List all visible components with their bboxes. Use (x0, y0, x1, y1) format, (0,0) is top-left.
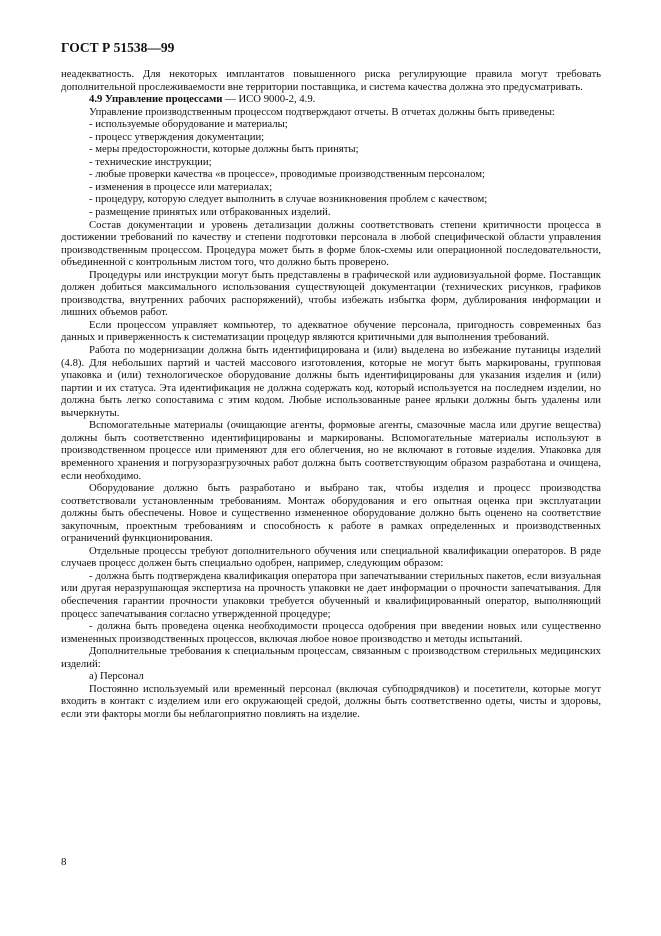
section-heading-title: 4.9 Управление процессами (89, 93, 223, 106)
document-body (61, 68, 601, 720)
list-item: - процесс утверждения документации; (89, 130, 265, 143)
list-item: а) Персонал (89, 670, 144, 683)
paragraph: Управление производственным процессом подтверждают отчеты. В отчетах должны быть приведены: (89, 105, 555, 118)
list-item: - используемые оборудование и материалы; (89, 118, 288, 131)
list-item: - любые проверки качества «в процессе», проводимые производственным персоналом; (89, 168, 485, 181)
paragraph: Отдельные процессы требуют дополнительного обучения или специальной квалификации операторов. В ряде случаев процесс должен быть специально одобрен, например, следующим образом: (61, 544, 601, 570)
section-heading-ref: — ИСО 9000-2, 4.9. (222, 93, 316, 106)
sub-item: - должна быть проведена оценка необходимости процесса одобрения при введении новых или существенно измененных производственных процессов, включая любое новое производство и методы испытаний. (61, 620, 601, 645)
paragraph: Оборудование должно быть разработано и выбрано так, чтобы изделия и процесс производства соответствовали установленным требованиям. Монтаж оборудования и его опытная оценка при эксплуатации должны быть обеспечены. Новое и существенно измененное оборудование должно быть оценено на соответствие закупочным, проектным требованиям и способность к работе в рамках определенных и производственных ограничений функционирования. (61, 482, 601, 545)
paragraph: Дополнительные требования к специальным процессам, связанным с производством стерильных медицинских изделий: (61, 645, 601, 670)
list-item: - технические инструкции; (89, 155, 212, 168)
paragraph: Процедуры или инструкции могут быть представлены в графической или аудиовизуальной форме. Поставщик должен добиться максимального использования существующей документации (технических рисунков, графиков производства, внутренних рабочих распоряжений), чтобы избежать избытка форм, дублирования информации и лишних объемов работ. (61, 268, 601, 319)
list-item: - изменения в процессе или материалах; (89, 180, 273, 193)
list-item: - меры предосторожности, которые должны быть приняты; (89, 143, 359, 156)
list-item: - размещение принятых или отбракованных изделий. (89, 206, 331, 219)
document-code-header: ГОСТ Р 51538—99 (61, 40, 175, 55)
paragraph: Постоянно используемый или временный персонал (включая субподрядчиков) и посетители, которые могут входить в контакт с изделием или его окружающей средой, должны быть соответственно одеты, чисты и здоровы, если эти факторы могли бы неблагоприятно повлиять на изделие. (61, 682, 601, 720)
paragraph: Состав документации и уровень детализации должны соответствовать степени критичности процесса в достижении требований по качеству и степени подготовки персонала в любой специфической области управления производственным процессом. Процедура может быть в форме блок-схемы или операционной последовательности, объединенной с контрольным листом того, что должно быть проверено. (61, 218, 601, 269)
paragraph: неадекватность. Для некоторых имплантатов повышенного риска регулирующие правила могут требовать дополнительной прослеживаемости вне территории поставщика, и система качества должна это предусматривать. (61, 68, 601, 93)
paragraph: Работа по модернизации должна быть идентифицирована и (или) выделена во избежание путаницы изделий (4.8). Для небольших партий и частей массового изготовления, которые не могут быть маркированы, групповая упаковка и (или) технологическое оборудование должны быть идентифицированы для указания изделия и (или) партии и их статуса. Эта идентификация не должна содержать код, который используется на последнем изделии, но должна быть легко сопоставима с этим кодом. Любые использованные ранее ярлыки должны быть удалены или вычеркнуты. (61, 344, 601, 419)
list-item: - процедуру, которую следует выполнить в случае возникновения проблем с качеством; (89, 193, 488, 206)
paragraph: Если процессом управляет компьютер, то адекватное обучение персонала, пригодность современных баз данных и приверженность к систематизации процедур являются критичными для выполнения требований. (61, 318, 601, 344)
paragraph: Вспомогательные материалы (очищающие агенты, формовые агенты, смазочные масла или другие вещества) должны быть соответственно идентифицированы и маркированы. Вспомогательные материалы используют в производственном процессе или применяют для его облегчения, но не включают в готовые изделия. Упаковка для временного хранения и погрузоразгрузочных работ должна быть соответствующим образом разработана и очищена, если необходимо. (61, 419, 601, 482)
page-number: 8 (61, 856, 67, 868)
section-heading (61, 93, 601, 106)
sub-item: - должна быть подтверждена квалификация оператора при запечатывании стерильных пакетов, если визуальная или другая неразрушающая экспертиза на прочность упаковки не дает информации о прочности запечатывания. Для обеспечения гарантии прочности упаковки требуется обученный и квалифицированный оператор, выполняющий процесс запечатывания согласно утвержденной процедуре; (61, 569, 601, 620)
